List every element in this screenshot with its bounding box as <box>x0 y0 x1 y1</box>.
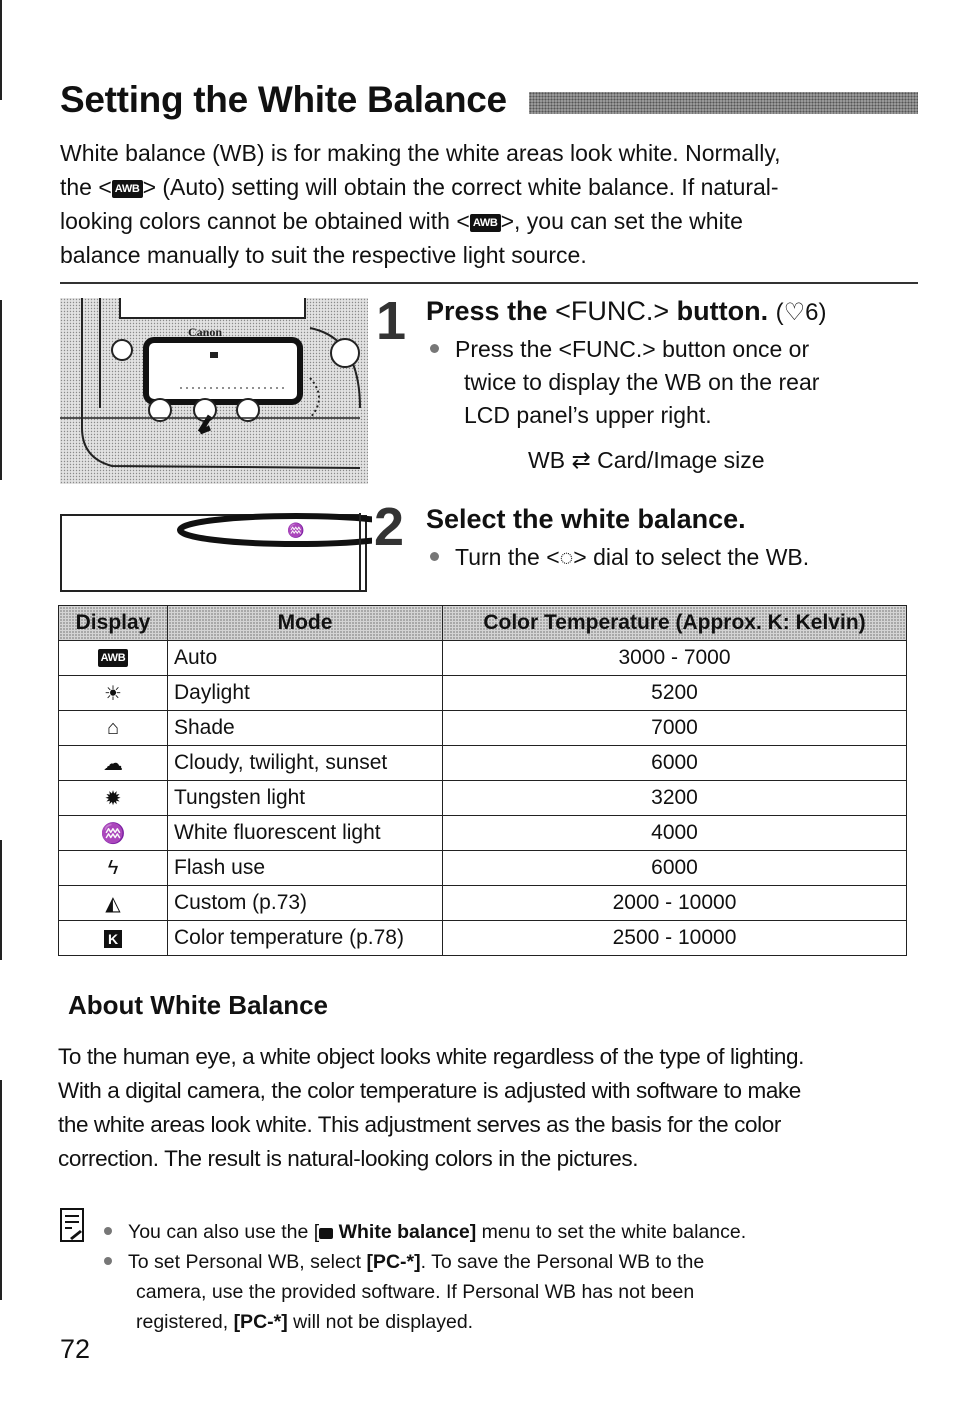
daylight-icon: ☀ <box>59 676 168 711</box>
title-decoration-bar <box>529 92 918 114</box>
table-row <box>59 746 907 781</box>
mode-cell: Cloudy, twilight, sunset <box>168 746 443 781</box>
func-button-label: <FUNC.> <box>555 296 670 326</box>
note-bold-text: White balance] <box>333 1221 477 1243</box>
bullet-text: Turn the <◌> dial to select the WB. <box>455 544 810 570</box>
note-icon <box>60 1208 84 1242</box>
intro-line: balance manually to suit the respective light source. <box>60 242 587 268</box>
bullet-icon <box>430 344 439 353</box>
table-row <box>59 676 907 711</box>
step-number: 2 <box>374 497 405 557</box>
note-text: will not be displayed. <box>287 1311 474 1333</box>
intro-line <box>60 170 920 204</box>
page-title: Setting the White Balance <box>60 79 507 120</box>
fluorescent-icon: ♒ <box>287 522 305 538</box>
step-heading-text: button. <box>669 296 769 326</box>
table-row <box>59 781 907 816</box>
intro-text: > (Auto) setting will obtain the correct white balance. If natural- <box>142 174 779 200</box>
binding-edge <box>0 0 2 100</box>
table-row <box>59 851 907 886</box>
temperature-cell: 3200 <box>443 781 907 816</box>
table-row <box>59 711 907 746</box>
binding-edge <box>0 1080 2 1300</box>
bullet-text: twice to display the WB on the rear <box>464 369 820 395</box>
custom-wb-icon: ◭ <box>59 886 168 921</box>
note-text: menu to set the white balance. <box>476 1221 747 1243</box>
note-bold-text: [PC-*] <box>233 1311 288 1333</box>
about-line: the white areas look white. This adjustment serves as the basis for the color <box>58 1112 781 1137</box>
flash-icon: ϟ <box>59 851 168 886</box>
table-header: Mode <box>168 606 443 641</box>
step-bullet <box>430 544 809 571</box>
note-line: camera, use the provided software. If Personal WB has not been <box>136 1281 695 1303</box>
step-heading <box>426 296 826 327</box>
note-text: You can also use the [ <box>128 1221 320 1243</box>
about-line: correction. The result is natural-looking colors in the pictures. <box>58 1146 639 1171</box>
wb-toggle-line: WB ⇄ Card/Image size <box>528 447 765 473</box>
temperature-cell: 7000 <box>443 711 907 746</box>
intro-paragraph <box>60 136 920 272</box>
awb-icon: AWB <box>112 180 143 198</box>
kelvin-icon: K <box>104 930 122 948</box>
mode-cell: Daylight <box>168 676 443 711</box>
section-heading: About White Balance <box>68 990 329 1020</box>
table-row <box>59 816 907 851</box>
shade-icon: ⌂ <box>59 711 168 746</box>
temperature-cell: 3000 - 7000 <box>443 641 907 676</box>
table-row <box>59 641 907 676</box>
note-text: registered, <box>136 1311 234 1333</box>
temperature-cell: 2000 - 10000 <box>443 886 907 921</box>
camera-top-illustration <box>60 298 368 484</box>
step-number: 1 <box>376 291 407 351</box>
note-text: . To save the Personal WB to the <box>420 1251 705 1273</box>
note-bold-text: [PC-*] <box>366 1251 421 1273</box>
awb-icon <box>59 641 168 676</box>
mode-cell: Color temperature (p.78) <box>168 921 443 956</box>
page-number: 72 <box>60 1334 91 1364</box>
tungsten-icon: ✹ <box>59 781 168 816</box>
fluorescent-icon: ♒ <box>59 816 168 851</box>
table-header-row <box>59 606 907 641</box>
intro-line <box>60 204 920 238</box>
bullet-icon <box>430 552 439 561</box>
bullet-icon <box>104 1257 112 1265</box>
section-rule <box>60 282 918 284</box>
bullet-text: LCD panel’s upper right. <box>464 402 712 428</box>
intro-text: the < <box>60 174 112 200</box>
step-heading: Select the white balance. <box>426 504 746 534</box>
table-row <box>59 886 907 921</box>
awb-icon: AWB <box>470 214 501 232</box>
timer-reference: (♡6) <box>775 299 827 326</box>
awb-icon: AWB <box>98 649 129 667</box>
camera-brand: Canon <box>188 325 223 339</box>
intro-line: White balance (WB) is for making the white areas look white. Normally, <box>60 140 781 166</box>
mode-cell: Flash use <box>168 851 443 886</box>
kelvin-icon <box>59 921 168 956</box>
note-line <box>136 1307 473 1337</box>
about-line: With a digital camera, the color temperature is adjusted with software to make <box>58 1078 801 1103</box>
about-line: To the human eye, a white object looks white regardless of the type of lighting. <box>58 1044 804 1069</box>
temperature-cell: 2500 - 10000 <box>443 921 907 956</box>
mode-cell: White fluorescent light <box>168 816 443 851</box>
table-header: Color Temperature (Approx. K: Kelvin) <box>443 606 907 641</box>
temperature-cell: 6000 <box>443 746 907 781</box>
bullet-icon <box>104 1227 112 1235</box>
step-heading-text: Press the <box>426 296 556 326</box>
binding-edge <box>0 840 2 960</box>
step-bullet <box>430 336 809 363</box>
temperature-cell: 6000 <box>443 851 907 886</box>
temperature-cell: 4000 <box>443 816 907 851</box>
table-row <box>59 921 907 956</box>
mode-cell: Auto <box>168 641 443 676</box>
mode-cell: Shade <box>168 711 443 746</box>
intro-text: looking colors cannot be obtained with < <box>60 208 470 234</box>
cloudy-icon: ☁ <box>59 746 168 781</box>
binding-edge <box>0 300 2 480</box>
mode-cell: Tungsten light <box>168 781 443 816</box>
note-line <box>104 1217 746 1247</box>
about-paragraph <box>58 1040 918 1176</box>
mode-cell: Custom (p.73) <box>168 886 443 921</box>
temperature-cell: 5200 <box>443 676 907 711</box>
bullet-text: Press the <FUNC.> button once or <box>455 336 810 362</box>
camera-menu-icon <box>319 1228 333 1239</box>
white-balance-table <box>58 605 907 956</box>
lcd-panel-illustration <box>60 505 372 593</box>
intro-text: >, you can set the white <box>500 208 743 234</box>
table-header: Display <box>59 606 168 641</box>
note-text: To set Personal WB, select <box>128 1251 367 1273</box>
page-title-row <box>60 76 918 124</box>
note-line <box>104 1247 704 1277</box>
